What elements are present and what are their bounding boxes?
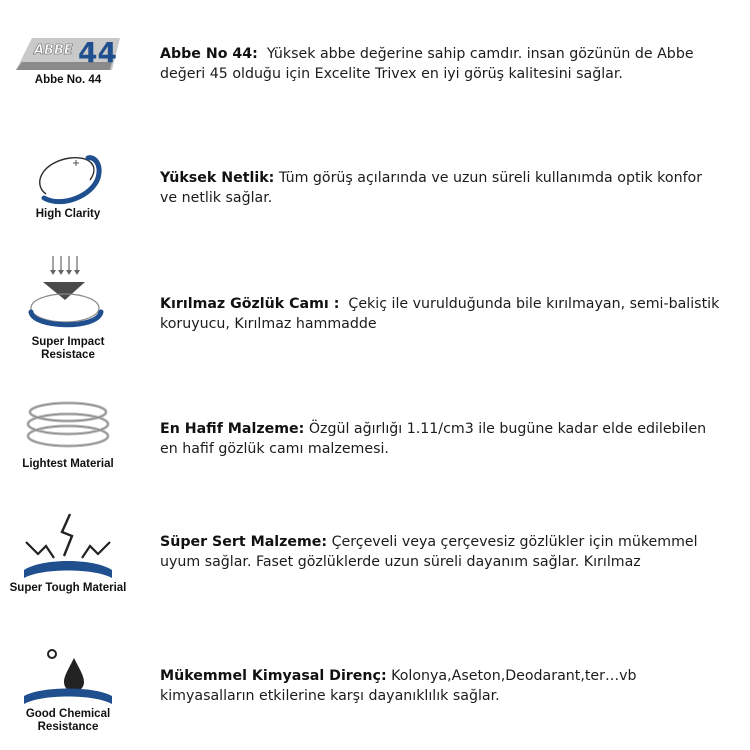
- lightest-material-icon-box: [6, 400, 130, 471]
- super-tough-icon-box: [6, 512, 130, 595]
- high-clarity-caption: High Clarity: [35, 208, 101, 220]
- abbe-44-icon-box: [6, 34, 130, 87]
- high-clarity-title: Yüksek Netlik:: [160, 170, 275, 186]
- good-chemical-resistance-icon: [18, 644, 118, 706]
- abbe-badge-text: ABBE: [34, 43, 73, 58]
- good-chemical-caption: Good Chemical Resistance: [25, 708, 111, 733]
- abbe-44-icon: [12, 34, 124, 74]
- good-chemical-icon-box: [6, 644, 130, 734]
- abbe-number-text: 44: [78, 36, 117, 69]
- super-impact-caption: Super Impact Resistace: [31, 336, 105, 361]
- lightest-material-icon: [20, 400, 116, 456]
- abbe-description: [160, 44, 720, 84]
- good-chemical-title: Mükemmel Kimyasal Direnç:: [160, 668, 387, 684]
- lightest-material-text: Özgül ağırlığı 1.11/cm3 ile bugüne kadar elde edilebilen en hafif gözlük camı malzemesi.: [160, 421, 707, 457]
- lightest-material-description: [160, 419, 720, 459]
- super-impact-title: Kırılmaz Gözlük Camı :: [160, 296, 340, 312]
- super-tough-caption: Super Tough Material: [9, 582, 127, 594]
- super-tough-material-icon: [18, 512, 118, 582]
- lightest-material-title: En Hafif Malzeme:: [160, 421, 305, 437]
- high-clarity-text: Tüm görüş açılarında ve uzun süreli kullanımda optik konfor ve netlik sağlar.: [160, 170, 703, 206]
- good-chemical-text: Kolonya,Aseton,Deodarant,ter…vb kimyasalların etkilerine karşı dayanıklılık sağlar.: [160, 668, 637, 704]
- abbe-caption: Abbe No. 44: [34, 74, 102, 86]
- super-tough-description: [160, 532, 720, 572]
- super-tough-title: Süper Sert Malzeme:: [160, 534, 328, 550]
- good-chemical-description: [160, 666, 720, 706]
- high-clarity-icon: [28, 150, 108, 206]
- super-impact-description: [160, 294, 720, 334]
- super-impact-icon-box: [6, 252, 130, 362]
- super-impact-resistance-icon: [23, 252, 113, 334]
- super-tough-text: Çerçeveli veya çerçevesiz gözlükler için mükemmel uyum sağlar. Faset gözlüklerde uzun süreli dayanım sağlar. Kırılmaz: [160, 534, 698, 570]
- super-impact-text: Çekiç ile vurulduğunda bile kırılmayan, semi-balistik koruyucu, Kırılmaz hammadde: [160, 296, 720, 332]
- abbe-text: Yüksek abbe değerine sahip camdır. insan gözünün de Abbe değeri 45 olduğu için Excelite Trivex en iyi görüş kalitesini sağlar.: [160, 46, 694, 82]
- high-clarity-description: [160, 168, 720, 208]
- abbe-title: Abbe No 44:: [160, 46, 258, 62]
- lightest-material-caption: Lightest Material: [22, 458, 114, 470]
- high-clarity-icon-box: [6, 150, 130, 221]
